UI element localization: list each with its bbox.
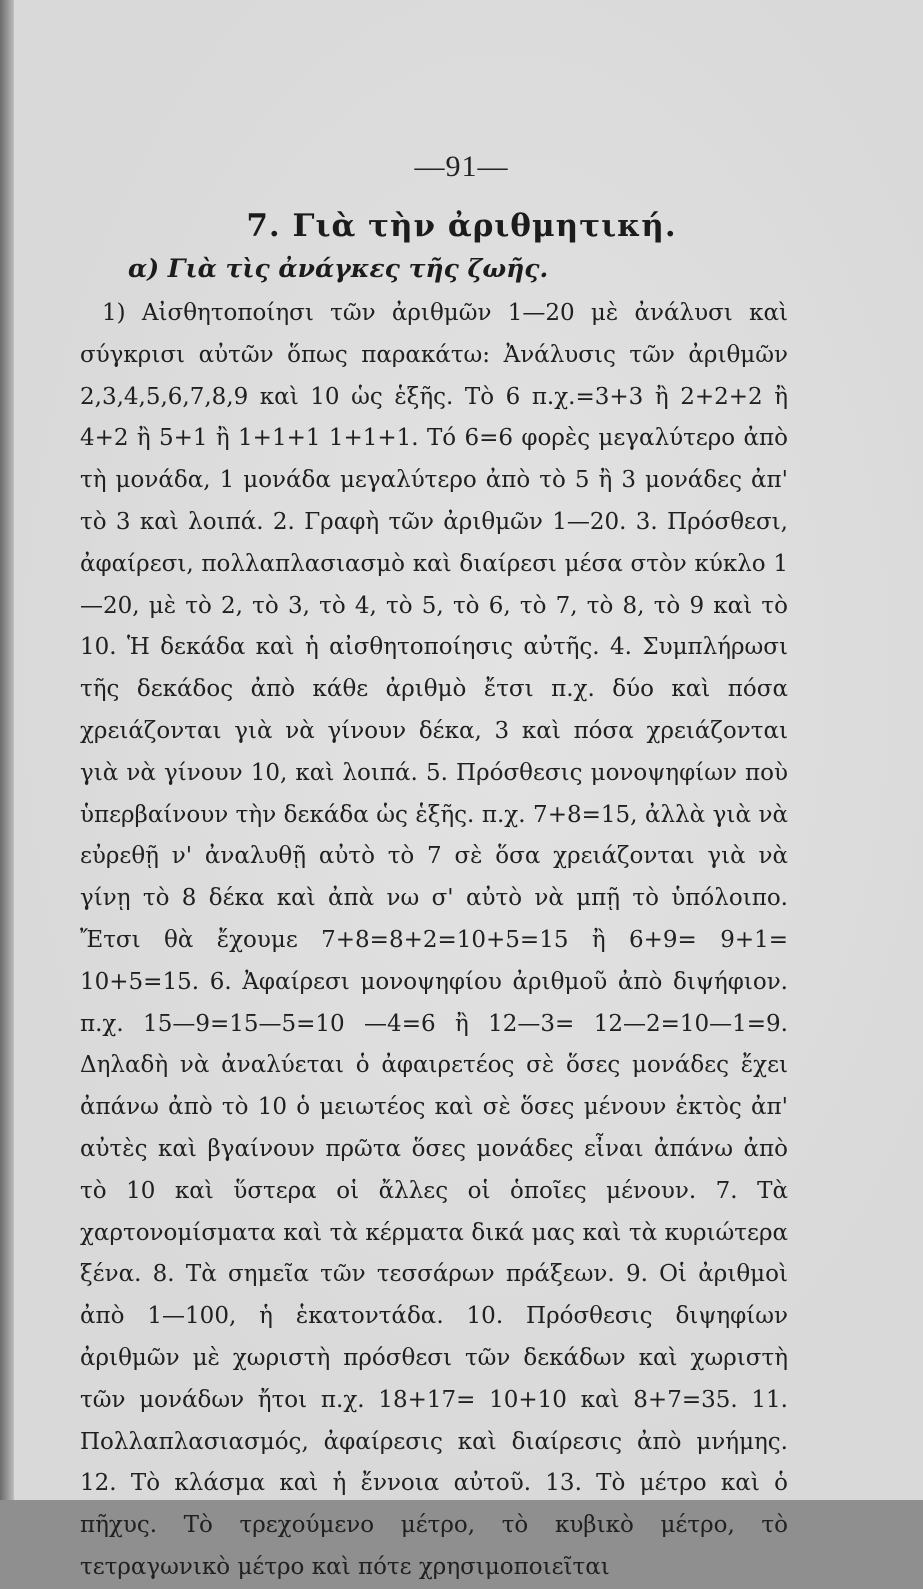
subsection-title: α) Γιὰ τὶς ἀνάγκες τῆς ζωῆς. <box>128 254 549 283</box>
page-number: —91— <box>414 150 509 183</box>
body-paragraph: 1) Αἰσθητοποίησι τῶν ἀριθμῶν 1—20 μὲ ἀνάλυσι καὶ σύγκρισι αὐτῶν ὅπως παρακάτω: Ἀνάλυσις τῶν ἀριθμῶν 2,3,4,5,6,7,8,9 καὶ 10 ὡς ἑξῆς. Τὸ 6 π.χ.=3+3 ἢ 2+2+2 ἢ 4+2 ἢ 5+1 ἢ 1+1+1 1+1+1. Τό 6=6 φορὲς μεγαλύτερο ἀπὸ τὴ μονάδα, 1 μονάδα μεγαλύτερο ἀπὸ τὸ 5 ἢ 3 μονάδες ἀπ' τὸ 3 καὶ λοιπά. 2. Γραφὴ τῶν ἀριθμῶν 1—20. 3. Πρόσθεσι, ἀφαίρεσι, πολλαπλασιασμὸ καὶ διαίρεσι μέσα στὸν κύκλο 1—20, μὲ τὸ 2, τὸ 3, τὸ 4, τὸ 5, τὸ 6, τὸ 7, τὸ 8, τὸ 9 καὶ τὸ 10. Ἡ δεκάδα καὶ ἡ αἰσθητοποίησις αὐτῆς. 4. Συμπλήρωσι τῆς δεκάδος ἀπὸ κάθε ἀριθμὸ ἔτσι π.χ. δύο καὶ πόσα χρειάζονται γιὰ νὰ γίνουν δέκα, 3 καὶ πόσα χρειάζονται γιὰ νὰ γίνουν 10, καὶ λοιπά. 5. Πρόσθεσις μονοψηφίων ποὺ ὑπερβαίνουν τὴν δεκάδα ὡς ἑξῆς. π.χ. 7+8=15, ἀλλὰ γιὰ νὰ εὐρεθῇ ν' ἀναλυθῇ αὐτὸ τὸ 7 σὲ ὅσα χρειάζονται γιὰ νὰ γίνῃ τὸ 8 δέκα καὶ ἀπὰ νω σ' αὐτὸ νὰ μπῇ τὸ ὑπόλοιπο. Ἔτσι θὰ ἔχουμε 7+8=8+2=10+5=15 ἢ 6+9= 9+1= 10+5=15. 6. Ἀφαίρεσι μονοψηφίου ἀριθμοῦ ἀπὸ διψήφιον. π.χ. 15—9=15—5=10 —4=6 ἢ 12—3= 12—2=10—1=9. Δηλαδὴ νὰ ἀναλύεται ὁ ἀφαιρετέος σὲ ὅσες μονάδες ἔχει ἀπάνω ἀπὸ τὸ 10 ὁ μειωτέος καὶ σὲ ὅσες μένουν ἐκτὸς ἀπ' αὐτὲς καὶ βγαίνουν πρῶτα ὅσες μονάδες εἶναι ἀπάνω ἀπὸ τὸ 10 καὶ ὕστερα οἱ ἄλλες οἱ ὁποῖες μένουν. 7. Τὰ χαρτονομίσματα καὶ τὰ κέρματα δικά μας καὶ τὰ κυριώτερα ξένα. 8. Τὰ σημεῖα τῶν τεσσάρων πράξεων. 9. Οἱ ἀριθμοὶ ἀπὸ 1—100, ἡ ἑκατοντάδα. 10. Πρόσθεσις διψηφίων ἀριθμῶν μὲ χωριστὴ πρόσθεσι τῶν δεκάδων καὶ χωριστὴ τῶν μονάδων ἤτοι π.χ. 18+17= 10+10 καὶ 8+7=35. 11. Πολλαπλασιασμός, ἀφαίρεσις καὶ διαίρεσις ἀπὸ μνήμης. 12. Τὸ κλάσμα καὶ ἡ ἔννοια αὐτοῦ. 13. Τὸ μέτρο καὶ ὁ πῆχυς. Τὸ τρεχούμενο μέτρο, τὸ κυβικὸ μέτρο, τὸ τετραγωνικὸ μέτρο καὶ πότε χρησιμοποιεῖται <box>80 300 788 1580</box>
section-title: 7. Γιὰ τὴν ἀριθμητική. <box>246 208 677 244</box>
